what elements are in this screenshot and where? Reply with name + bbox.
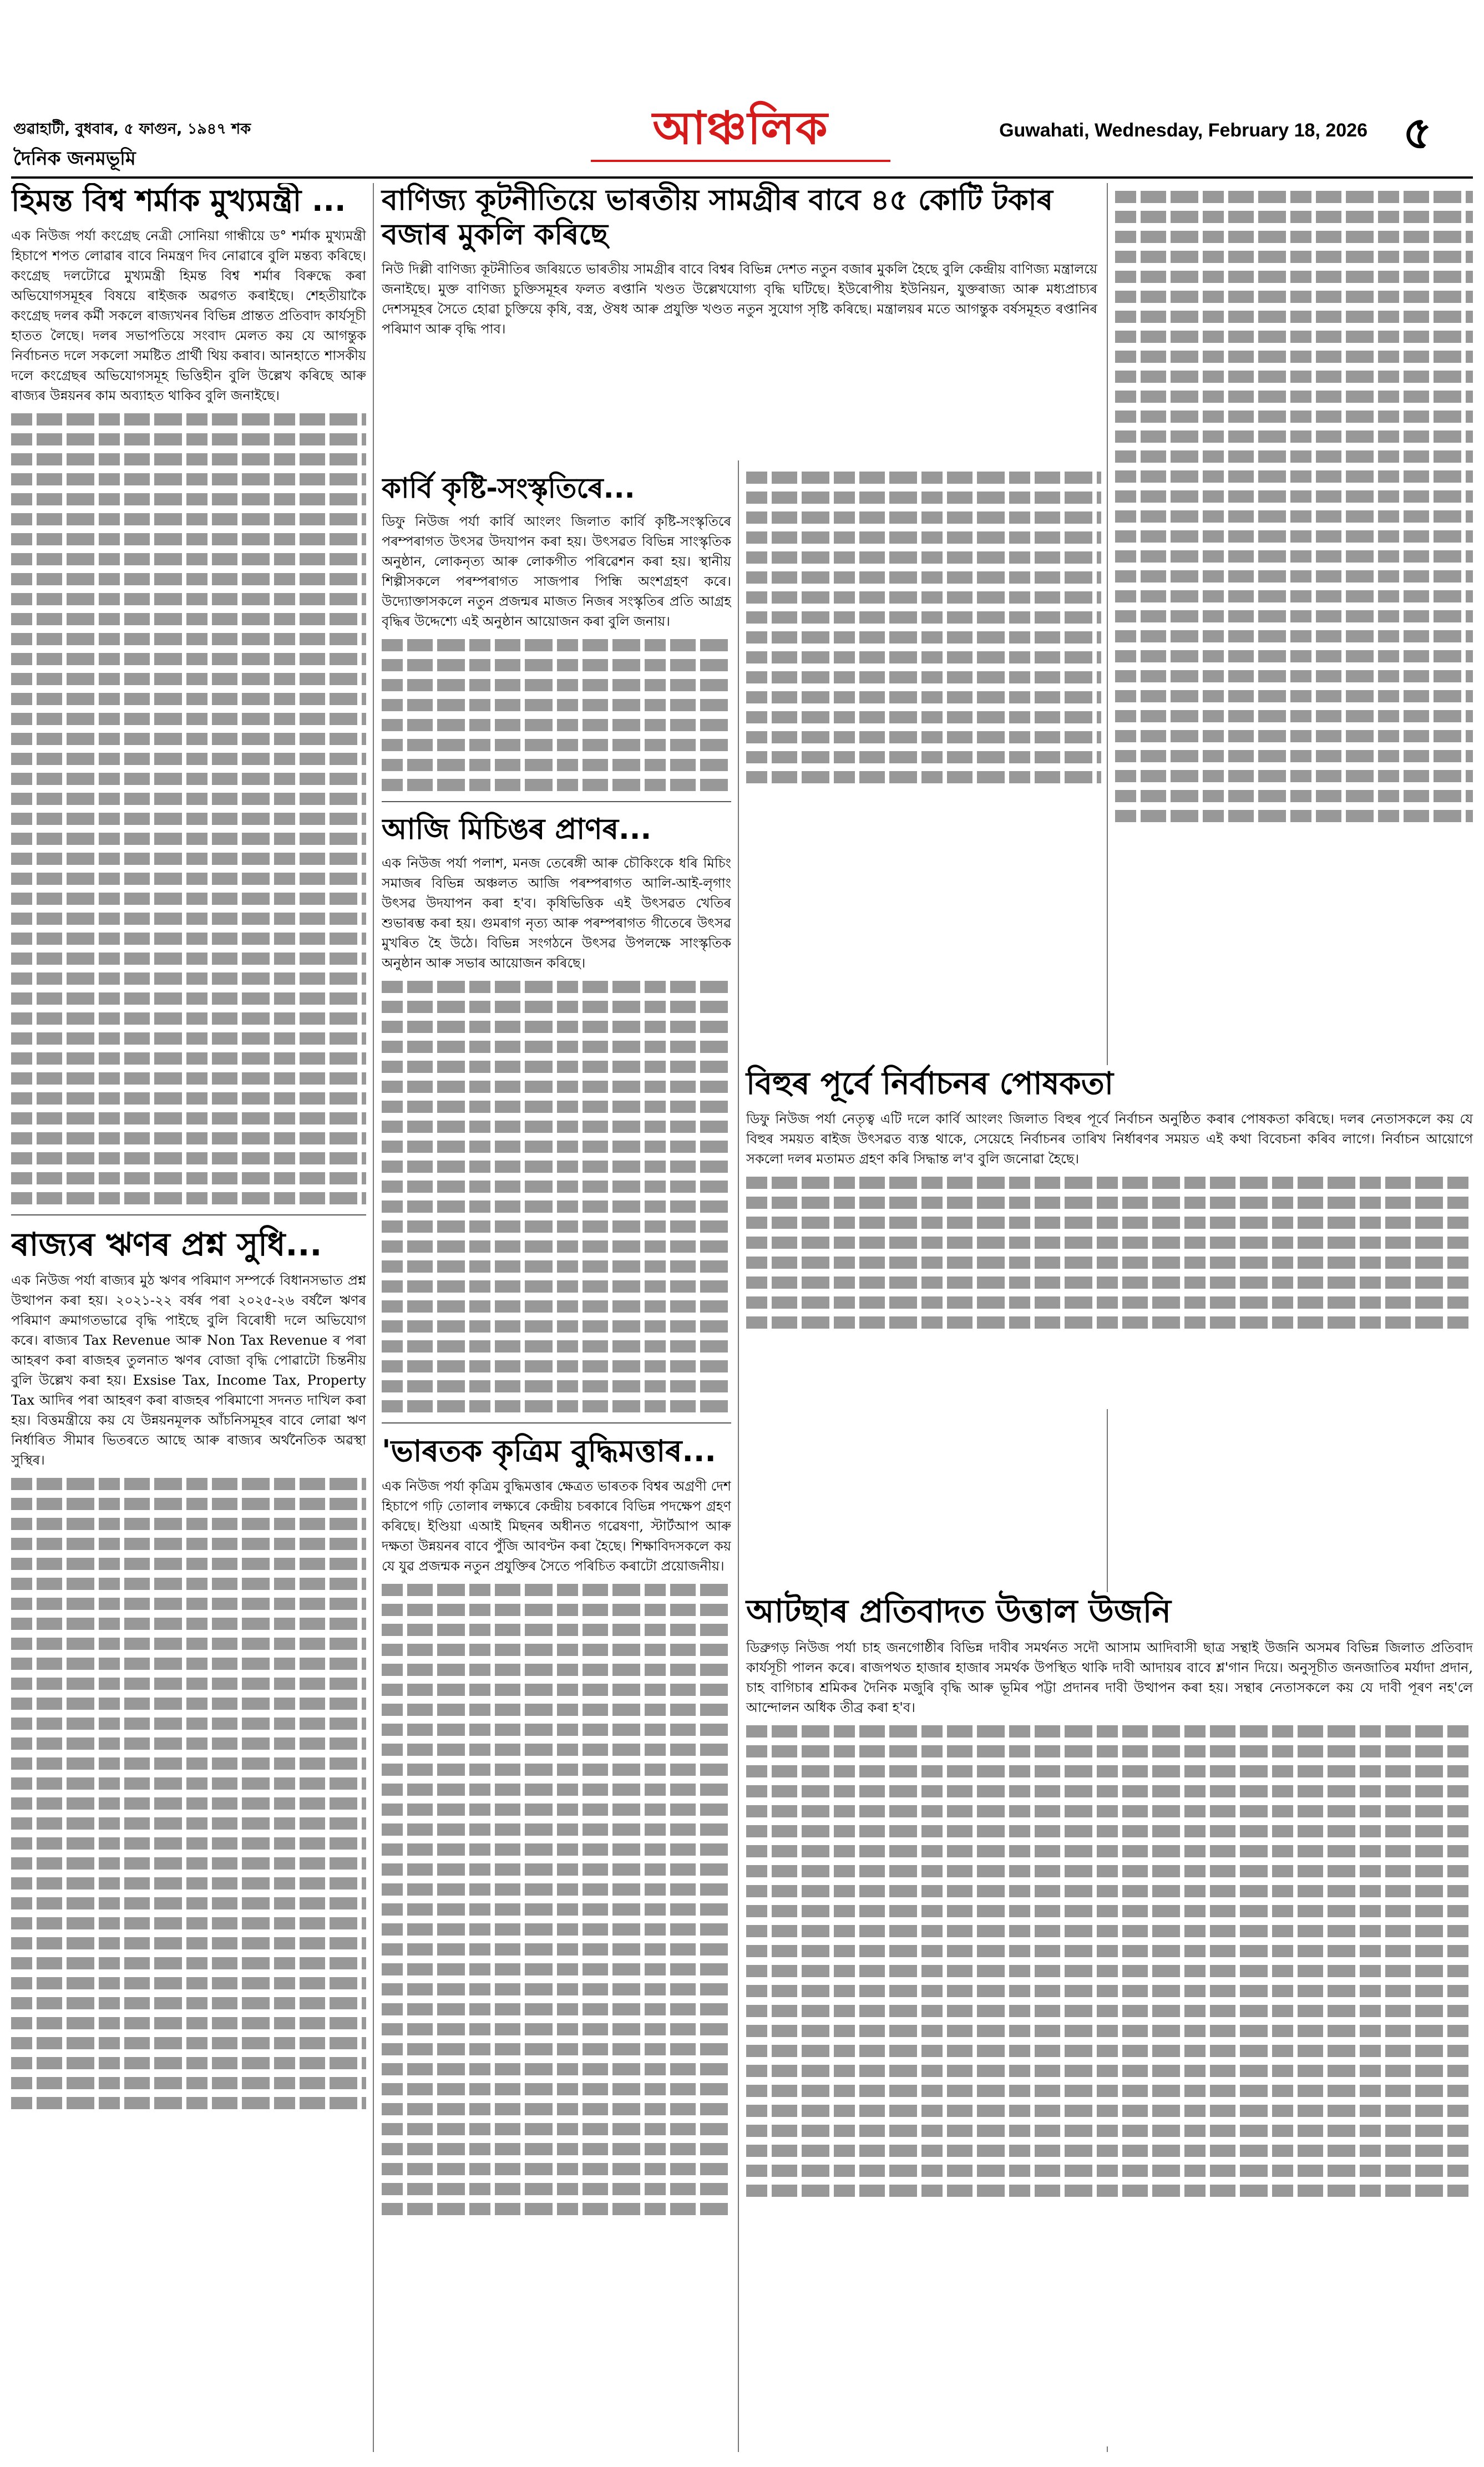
article-text-block — [11, 413, 366, 1204]
page-number: ৫ — [1403, 107, 1432, 159]
section-logo — [591, 98, 890, 164]
article-body: ডিব্ৰুগড় নিউজ পৰ্যা চাহ জনগোষ্ঠীৰ বিভিন্ন দাবীৰ সমৰ্থনত সদৌ আসাম আদিবাসী ছাত্ৰ সন্থাই উজনি অসমৰ বিভিন্ন জিলাত প্ৰতিবাদ কাৰ্যসূচী পালন কৰে। ৰাজপথত হাজাৰ হাজাৰ সমৰ্থক উপস্থিত থাকি দাবী আদায়ৰ বাবে শ্ল'গান দিয়ে। অনুসূচীত জনজাতিৰ মৰ্যাদা প্ৰদান, চাহ বাগিচাৰ শ্ৰমিকৰ দৈনিক মজুৰি বৃদ্ধি আৰু ভূমিৰ পট্টা প্ৰদানৰ দাবী উত্থাপন কৰা হয়। সন্থাৰ নেতাসকলে কয় যে দাবী পূৰণ নহ'লে আন্দোলন অধিক তীব্ৰ কৰা হ'ব। — [746, 1639, 1473, 1715]
article-body: এক নিউজ পৰ্যা ৰাজ্যৰ মুঠ ঋণৰ পৰিমাণ সম্পৰ্কে বিধানসভাত প্ৰশ্ন উত্থাপন কৰা হয়। ২০২১-২২ বৰ্ষৰ পৰা ২০২৫-২৬ বৰ্ষলৈ ঋণৰ পৰিমাণ ক্ৰমাগতভাৱে বৃদ্ধি পাইছে বুলি বিৰোধী দলে অভিযোগ কৰে। ৰাজ্যৰ Tax Revenue আৰু Non Tax Revenue ৰ পৰা আহৰণ কৰা ৰাজহৰ তুলনাত ঋণৰ বোজা বৃদ্ধি পোৱাটো চিন্তনীয় বুলি উল্লেখ কৰা হয়। Exsise Tax, Income Tax, Property Tax আদিৰ পৰা আহৰণ কৰা ৰাজহৰ পৰিমাণো সদনত দাখিল কৰা হয়। বিত্তমন্ত্ৰীয়ে কয় যে উন্নয়নমূলক আঁচনিসমূহৰ বাবে লোৱা ঋণ নিৰ্ধাৰিত সীমাৰ ভিতৰতে আছে আৰু ৰাজ্যৰ অৰ্থনৈতিক অৱস্থা সুস্থিৰ। — [11, 1273, 366, 1468]
issue-date: গুৱাহাটী, বুধবাৰ, ৫ ফাগুন, ১৯৪৭ শক — [13, 120, 251, 138]
article-cm-himanta — [11, 183, 366, 1204]
article-aatsa-protest — [746, 1592, 1473, 2446]
article-headline: 'ভাৰতক কৃত্ৰিম বুদ্ধিমত্তাৰ... — [382, 1433, 716, 1469]
article-mising-festival — [382, 812, 731, 1412]
english-dateline: Guwahati, Wednesday, February 18, 2026 — [999, 120, 1367, 141]
article-body: এক নিউজ পৰ্যা কৃত্ৰিম বুদ্ধিমত্তাৰ ক্ষেত্ৰত ভাৰতক বিশ্বৰ অগ্ৰণী দেশ হিচাপে গঢ়ি তোলাৰ লক্ষ্যৰে কেন্দ্ৰীয় চৰকাৰে বিভিন্ন পদক্ষেপ গ্ৰহণ কৰিছে। ইণ্ডিয়া এআই মিছনৰ অধীনত গৱেষণা, স্টাৰ্টআপ আৰু দক্ষতা উন্নয়নৰ বাবে পুঁজি আবণ্টন কৰা হৈছে। শিক্ষাবিদসকলে কয় যে যুৱ প্ৰজন্মক নতুন প্ৰযুক্তিৰ সৈতে পৰিচিত কৰাটো প্ৰয়োজনীয়। — [382, 1478, 731, 1574]
article-body: এক নিউজ পৰ্যা কংগ্ৰেছ নেত্ৰী সোনিয়া গান্ধীয়ে ড° শৰ্মাক মুখ্যমন্ত্ৰী হিচাপে শপত লোৱাৰ বাবে নিমন্ত্ৰণ দিব নোৱাৰে বুলি মন্তব্য কৰিছে। কংগ্ৰেছ দলটোৱে মুখ্যমন্ত্ৰী হিমন্ত বিশ্ব শৰ্মাৰ বিৰুদ্ধে কৰা অভিযোগসমূহৰ বিষয়ে ৰাইজক অৱগত কৰাইছে। শেহতীয়াকৈ কংগ্ৰেছ দলৰ কৰ্মী সকলে ৰাজ্যখনৰ বিভিন্ন প্ৰান্তত প্ৰতিবাদ কাৰ্যসূচী হাতত লৈছে। দলৰ সভাপতিয়ে সংবাদ মেলত কয় যে আগন্তুক নিৰ্বাচনত দলে সকলো সমষ্টিত প্ৰাৰ্থী থিয় কৰাব। আনহাতে শাসকীয় দলে কংগ্ৰেছৰ অভিযোগসমূহ ভিত্তিহীন বুলি উল্লেখ কৰিছে আৰু ৰাজ্যৰ উন্নয়নৰ কাম অব্যাহত থাকিব বুলি জনাইছে। — [11, 227, 366, 403]
header-rule — [11, 176, 1473, 179]
right-column — [1115, 183, 1473, 1060]
article-ai — [382, 1433, 731, 2215]
article-body: ডিফু নিউজ পৰ্যা নেতৃত্ব এটি দলে কাৰ্বি আংলং জিলাত বিহুৰ পূৰ্বে নিৰ্বাচন অনুষ্ঠিত কৰাৰ পোষকতা কৰিছে। দলৰ নেতাসকলে কয় যে বিহুৰ সময়ত ৰাইজ উৎসৱত ব্যস্ত থাকে, সেয়েহে নিৰ্বাচনৰ তাৰিখ নিৰ্ধাৰণৰ সময়ত এই কথা বিবেচনা কৰিব লাগে। নিৰ্বাচন আয়োগে সকলো দলৰ মতামত গ্ৰহণ কৰি সিদ্ধান্ত ল'ব বুলি জনোৱা হৈছে। — [746, 1111, 1473, 1167]
article-separator — [382, 1422, 731, 1424]
article-text-block — [746, 472, 1101, 783]
article-karbi-culture — [382, 472, 731, 791]
article-text-block — [382, 981, 731, 1412]
article-body: এক নিউজ পৰ্যা পলাশ, মনজ তেৰেঙ্গী আৰু চৌকিংকে ধৰি মিচিং সমাজৰ বিভিন্ন অঞ্চলত আজি পৰম্পৰাগত আলি-আই-লৃগাং উৎসৱ উদযাপন কৰা হ'ব। কৃষিভিত্তিক এই উৎসৱত খেতিৰ শুভাৰম্ভ কৰা হয়। গুমৰাগ নৃত্য আৰু পৰম্পৰাগত গীতেৰে উৎসৱ মুখৰিত হৈ উঠে। বিভিন্ন সংগঠনে উৎসৱ উপলক্ষে সাংস্কৃতিক অনুষ্ঠান আৰু সভাৰ আয়োজন কৰিছে। — [382, 855, 731, 971]
article-headline: হিমন্ত বিশ্ব শৰ্মাক মুখ্যমন্ত্ৰী ... — [11, 183, 346, 218]
article-headline: আটছাৰ প্ৰতিবাদত উত্তাল উজনি — [746, 1592, 1171, 1630]
article-separator — [11, 1214, 366, 1215]
article-body: ডিফু নিউজ পৰ্যা কাৰ্বি আংলং জিলাত কাৰ্বি কৃষ্টি-সংস্কৃতিৰে পৰম্পৰাগত উৎসৱ উদযাপন কৰা হয়। উৎসৱত বিভিন্ন সাংস্কৃতিক অনুষ্ঠান, লোকনৃত্য আৰু লোকগীত পৰিৱেশন কৰা হয়। স্থানীয় শিল্পীসকলে পৰম্পৰাগত সাজপাৰ পিন্ধি অংশগ্ৰহণ কৰে। উদ্যোক্তাসকলে নতুন প্ৰজন্মৰ মাজত নিজৰ সংস্কৃতিৰ প্ৰতি আগ্ৰহ বৃদ্ধিৰ উদ্দেশ্যে এই অনুষ্ঠান আয়োজন কৰা বুলি জনায়। — [382, 514, 731, 629]
left-column — [11, 183, 366, 2452]
article-state-debt — [11, 1225, 366, 2110]
article-election-bihu — [746, 1065, 1473, 1409]
article-text-block — [11, 1478, 366, 2109]
article-text-block — [382, 639, 731, 791]
logo-underline — [591, 160, 890, 162]
middle-left-column — [382, 183, 731, 2452]
column-divider — [373, 183, 374, 2452]
article-text-block — [746, 1177, 1473, 1329]
column-divider — [738, 183, 739, 2452]
article-headline: বাণিজ্য কূটনীতিয়ে ভাৰতীয় সামগ্ৰীৰ বাবে ৪৫ কোটি টকাৰ বজাৰ মুকলি কৰিছে — [382, 184, 1053, 252]
article-headline: আজি মিচিঙৰ প্ৰাণৰ... — [382, 813, 652, 846]
article-body: নিউ দিল্লী বাণিজ্য কূটনীতিৰ জৰিয়তে ভাৰতীয় সামগ্ৰীৰ বাবে বিশ্বৰ বিভিন্ন দেশত নতুন বজাৰ মুকলি হৈছে বুলি কেন্দ্ৰীয় বাণিজ্য মন্ত্ৰালয়ে জনাইছে। মুক্ত বাণিজ্য চুক্তিসমূহৰ ফলত ৰপ্তানি খণ্ডত উল্লেখযোগ্য বৃদ্ধি ঘটিছে। ইউৰোপীয় ইউনিয়ন, যুক্তৰাজ্য আৰু মধ্যপ্ৰাচ্যৰ দেশসমূহৰ সৈতে হোৱা চুক্তিয়ে কৃষি, বস্ত্ৰ, ঔষধ আৰু প্ৰযুক্তি খণ্ডত নতুন সুযোগ সৃষ্টি কৰিছে। মন্ত্ৰালয়ৰ মতে আগন্তুক বৰ্ষসমূহত ৰপ্তানিৰ পৰিমাণ আৰু বৃদ্ধি পাব। — [382, 261, 1097, 337]
article-text-block — [746, 1725, 1473, 2197]
publication-name: দৈনিক জনমভূমি — [13, 148, 136, 170]
article-headline: ৰাজ্যৰ ঋণৰ প্ৰশ্ন সুধি... — [11, 1225, 322, 1263]
article-text-block — [382, 1584, 731, 2215]
article-separator — [382, 801, 731, 802]
section-logo-text: আঞ্চলিক — [652, 101, 829, 155]
article-headline: বিহুৰ পূৰ্বে নিৰ্বাচনৰ পোষকতা — [746, 1066, 1113, 1102]
article-headline: কাৰ্বি কৃষ্টি-সংস্কৃতিৰে... — [382, 472, 635, 504]
article-text-block — [1115, 191, 1473, 822]
